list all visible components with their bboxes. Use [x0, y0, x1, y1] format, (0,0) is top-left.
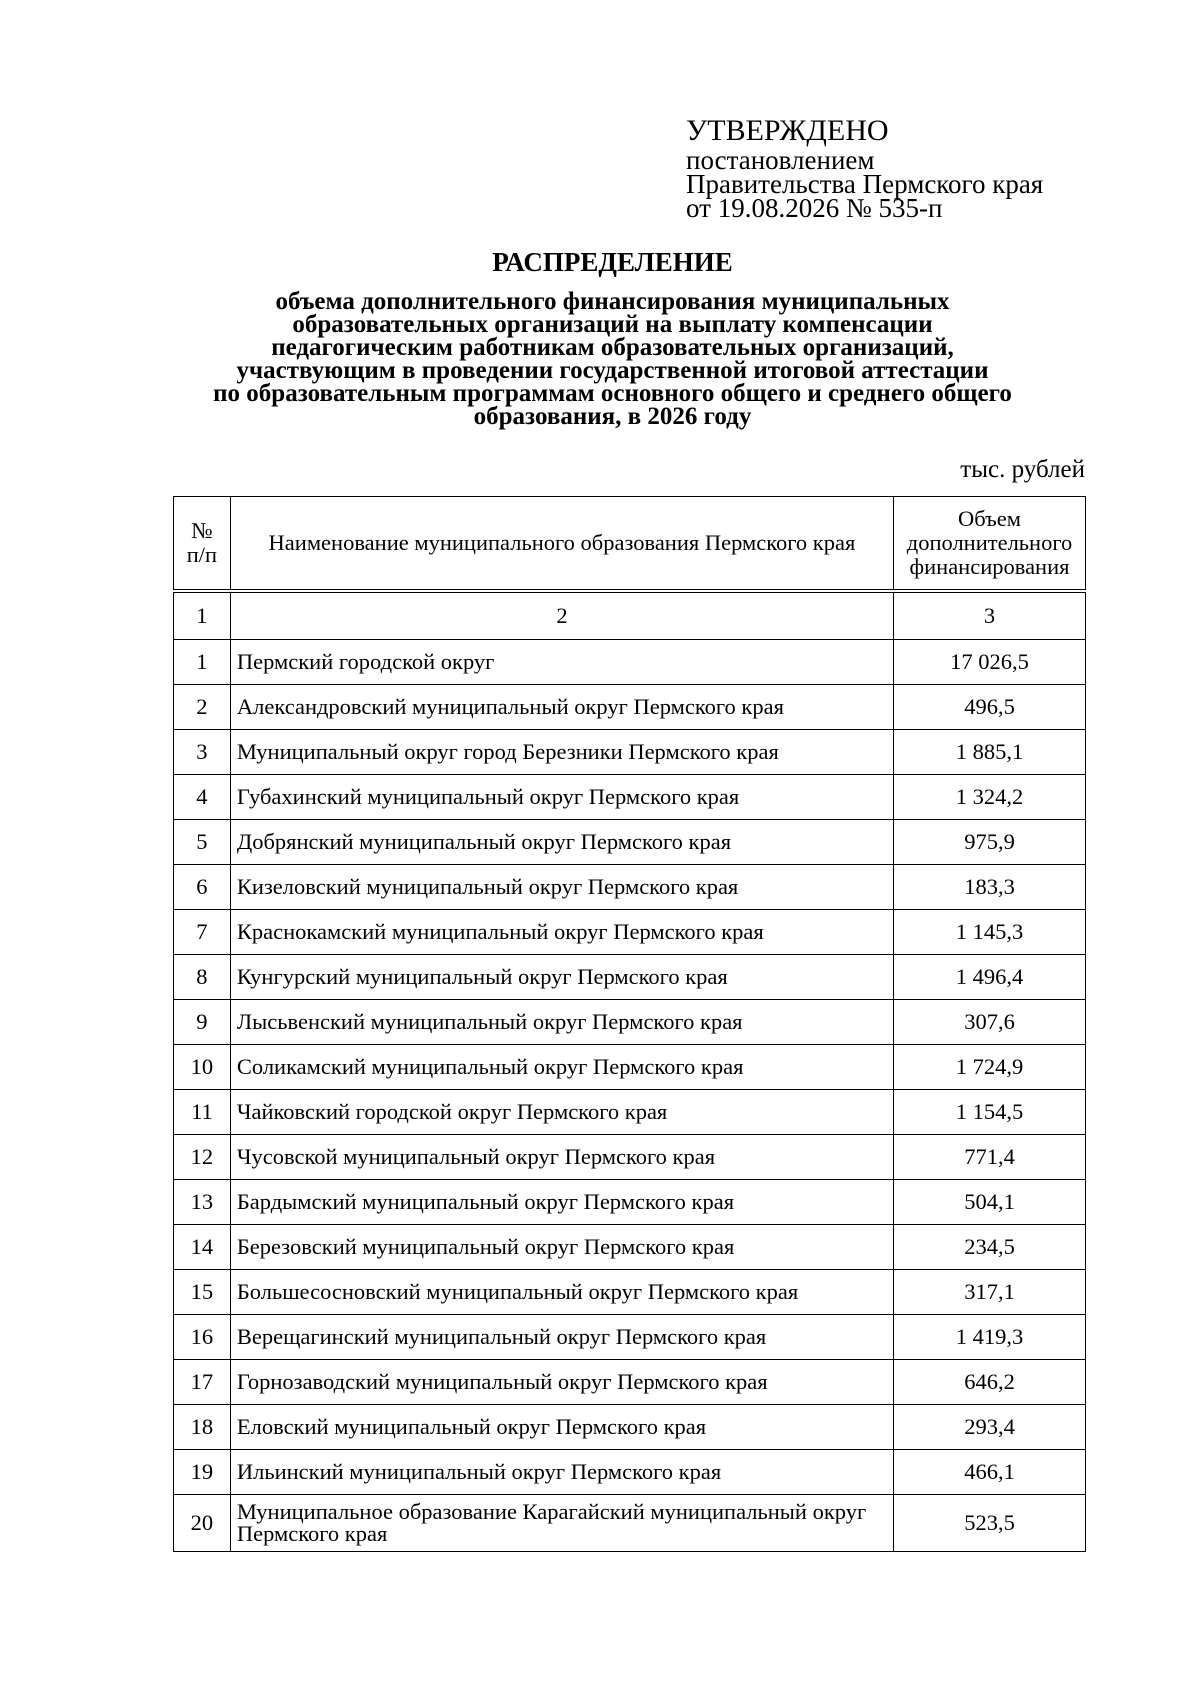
table-row — [174, 1360, 1086, 1405]
approval-line-2: Правительства Пермского края — [686, 169, 1044, 199]
cell-name: Горнозаводский муниципальный округ Пермского края — [230, 1360, 893, 1405]
cell-amount: 1 496,4 — [894, 955, 1086, 1000]
cell-amount: 975,9 — [894, 820, 1086, 865]
table-row — [174, 1315, 1086, 1360]
table-row — [174, 1135, 1086, 1180]
cell-name: Чусовской муниципальный округ Пермского края — [230, 1135, 893, 1180]
cell-num: 4 — [174, 775, 231, 820]
subtitle-line: по образовательным программам основного общего и среднего общего — [213, 380, 1012, 407]
header-num: № п/п — [174, 497, 231, 592]
header-name: Наименование муниципального образования Пермского края — [230, 497, 893, 592]
cell-amount: 17 026,5 — [894, 640, 1086, 685]
cell-amount: 1 419,3 — [894, 1315, 1086, 1360]
subtitle-line: образования, в 2026 году — [473, 403, 752, 430]
cell-num: 8 — [174, 955, 231, 1000]
cell-num: 19 — [174, 1450, 231, 1495]
cell-name: Краснокамский муниципальный округ Пермского края — [230, 910, 893, 955]
column-number: 2 — [230, 591, 893, 640]
cell-num: 9 — [174, 1000, 231, 1045]
table-row — [174, 1180, 1086, 1225]
column-number: 3 — [894, 591, 1086, 640]
distribution-table — [173, 496, 1086, 1552]
document-title: РАСПРЕДЕЛЕНИЕ — [492, 247, 733, 277]
cell-amount: 234,5 — [894, 1225, 1086, 1270]
column-number-row — [174, 591, 1086, 640]
cell-name: Еловский муниципальный округ Пермского края — [230, 1405, 893, 1450]
cell-amount: 293,4 — [894, 1405, 1086, 1450]
approval-heading: УТВЕРЖДЕНО — [686, 114, 889, 147]
cell-num: 12 — [174, 1135, 231, 1180]
cell-amount: 317,1 — [894, 1270, 1086, 1315]
table-row — [174, 910, 1086, 955]
cell-amount: 504,1 — [894, 1180, 1086, 1225]
approval-line-3: от 19.08.2026 № 535-п — [686, 193, 943, 223]
cell-name: Александровский муниципальный округ Пермского края — [230, 685, 893, 730]
subtitle-line: объема дополнительного финансирования муниципальных — [275, 288, 950, 315]
table-row — [174, 1000, 1086, 1045]
cell-name: Кунгурский муниципальный округ Пермского края — [230, 955, 893, 1000]
cell-num: 5 — [174, 820, 231, 865]
table-row — [174, 640, 1086, 685]
cell-name: Муниципальный округ город Березники Пермского края — [230, 730, 893, 775]
cell-num: 16 — [174, 1315, 231, 1360]
table-row — [174, 865, 1086, 910]
cell-name: Кизеловский муниципальный округ Пермского края — [230, 865, 893, 910]
cell-name: Ильинский муниципальный округ Пермского края — [230, 1450, 893, 1495]
table-row — [174, 1090, 1086, 1135]
cell-amount: 1 154,5 — [894, 1090, 1086, 1135]
cell-amount: 1 724,9 — [894, 1045, 1086, 1090]
cell-num: 15 — [174, 1270, 231, 1315]
table-row — [174, 1495, 1086, 1552]
cell-name: Лысьвенский муниципальный округ Пермского края — [230, 1000, 893, 1045]
table-row — [174, 1270, 1086, 1315]
subtitle-line: образовательных организаций на выплату компенсации — [292, 311, 933, 338]
approval-line-1: постановлением — [686, 145, 875, 175]
cell-num: 13 — [174, 1180, 231, 1225]
table-row — [174, 775, 1086, 820]
cell-amount: 1 885,1 — [894, 730, 1086, 775]
cell-amount: 771,4 — [894, 1135, 1086, 1180]
table-row — [174, 955, 1086, 1000]
cell-num: 17 — [174, 1360, 231, 1405]
cell-name: Муниципальное образование Карагайский муниципальный округ Пермского края — [230, 1495, 893, 1552]
cell-name: Пермский городской округ — [230, 640, 893, 685]
subtitle-line: участвующим в проведении государственной итоговой аттестации — [236, 357, 989, 384]
cell-name: Верещагинский муниципальный округ Пермского края — [230, 1315, 893, 1360]
table-row — [174, 1450, 1086, 1495]
cell-num: 3 — [174, 730, 231, 775]
cell-num: 2 — [174, 685, 231, 730]
document-subtitle — [25, 290, 1200, 428]
cell-num: 10 — [174, 1045, 231, 1090]
approval-stamp — [686, 114, 1044, 223]
cell-num: 20 — [174, 1495, 231, 1552]
cell-amount: 1 145,3 — [894, 910, 1086, 955]
cell-num: 1 — [174, 640, 231, 685]
table-header-row — [174, 497, 1086, 592]
table-row — [174, 685, 1086, 730]
cell-num: 7 — [174, 910, 231, 955]
cell-num: 6 — [174, 865, 231, 910]
cell-num: 11 — [174, 1090, 231, 1135]
cell-num: 14 — [174, 1225, 231, 1270]
cell-name: Чайковский городской округ Пермского края — [230, 1090, 893, 1135]
cell-num: 18 — [174, 1405, 231, 1450]
cell-amount: 307,6 — [894, 1000, 1086, 1045]
cell-amount: 1 324,2 — [894, 775, 1086, 820]
header-amount: Объем дополнительного финансирования — [894, 497, 1086, 592]
cell-amount: 496,5 — [894, 685, 1086, 730]
table-row — [174, 1225, 1086, 1270]
cell-name: Бардымский муниципальный округ Пермского края — [230, 1180, 893, 1225]
table-row — [174, 1045, 1086, 1090]
cell-amount: 523,5 — [894, 1495, 1086, 1552]
document-header — [0, 246, 1200, 428]
unit-label: тыс. рублей — [960, 456, 1085, 483]
cell-amount: 183,3 — [894, 865, 1086, 910]
cell-name: Соликамский муниципальный округ Пермского края — [230, 1045, 893, 1090]
table-row — [174, 1405, 1086, 1450]
subtitle-line: педагогическим работникам образовательных организаций, — [271, 334, 954, 361]
cell-name: Большесосновский муниципальный округ Пермского края — [230, 1270, 893, 1315]
cell-name: Губахинский муниципальный округ Пермского края — [230, 775, 893, 820]
cell-amount: 466,1 — [894, 1450, 1086, 1495]
table-row — [174, 820, 1086, 865]
cell-name: Березовский муниципальный округ Пермского края — [230, 1225, 893, 1270]
table-row — [174, 730, 1086, 775]
cell-name: Добрянский муниципальный округ Пермского края — [230, 820, 893, 865]
cell-amount: 646,2 — [894, 1360, 1086, 1405]
column-number: 1 — [174, 591, 231, 640]
